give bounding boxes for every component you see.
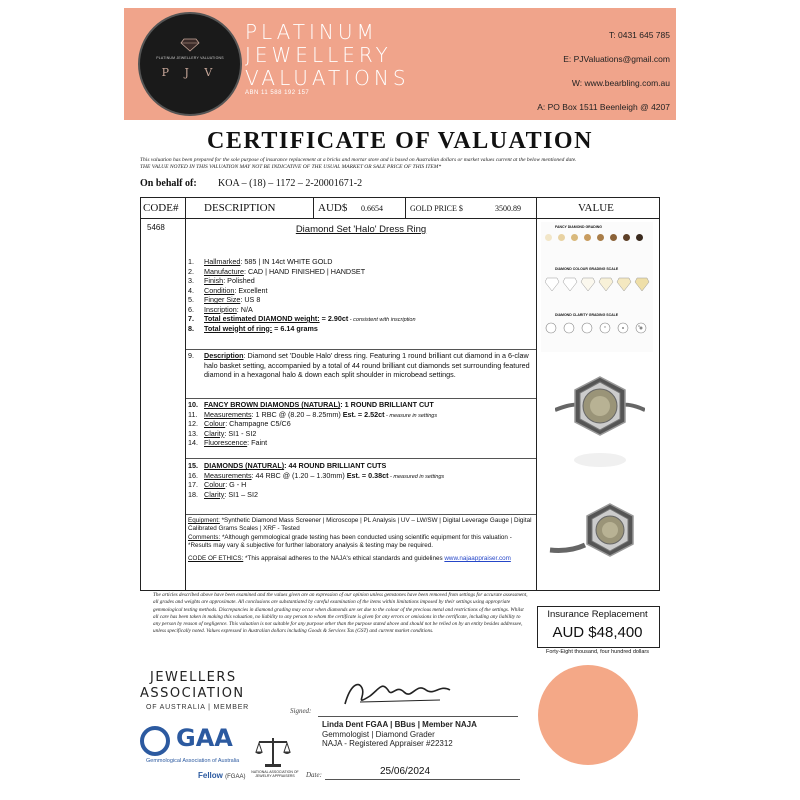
section-divider-2 <box>186 398 536 399</box>
appraiser-registration: NAJA - Registered Appraiser #22312 <box>322 739 453 748</box>
item-line-3: 3. Finish: Polished <box>188 276 255 285</box>
colour-scale-icon <box>545 274 650 294</box>
equipment-note: Equipment: *Synthetic Diamond Mass Screener | Microscope | PL Analysis | UV – LW/SW | Digital Leverage Gauge | Digital Calibrated Grams Scales | XRF - Tested <box>188 517 532 532</box>
ja-line-2: ASSOCIATION <box>140 686 245 701</box>
abn-number: ABN 11 588 192 157 <box>245 90 310 96</box>
colour-dot <box>597 234 604 241</box>
diamonds-colour: 17. Colour: G - H <box>188 480 247 489</box>
footer-disclaimer: The articles described above have been examined and the values given are an expression of our opinion unless gemstones have been removed from settings for accurate assessment, all grades and weights are approximate. All conclusions are substantiated by careful examination of the items within limitations imposed by their settings using appropriate gemmological testing methods. Discrepancies in diamond grading may occur when diamonds are set due to the colour of the precious metal and restrictions of the settings. Whilst all care has been taken in making this valuation, no liability to any person to whom the certificate is given for any errors or omissions in the certificate, including any liability to any person by reason of negligence. This valuation is not suitable for any purpose other than the purpose stated above and should not be relied on by an entity besides addressee, unless specifically noted. Values expressed in Australian dollars including Goods & Services Tax (GST) and current market conditions. <box>153 592 528 635</box>
brand-line-1: PLATINUM <box>245 20 378 44</box>
gaa-logo-text: GAA <box>176 724 233 752</box>
contact-email: E: PJValuations@gmail.com <box>563 54 670 64</box>
comments-note: Comments: *Although gemmological grade testing has been conducted using scientific equipment for this valuation - *Results may vary & subjective for further laboratory analysis & testing may be required. <box>188 534 512 549</box>
logo-initials: P J V <box>161 66 219 79</box>
disclaimer-line-1: This valuation has been prepared for the sole purpose of insurance replacement at a bricks and mortar store and is based on Australian dollars or market values current at the below mentioned date. <box>140 157 577 163</box>
certificate-title: CERTIFICATE OF VALUATION <box>207 128 593 154</box>
brand-line-3: VALUATIONS <box>245 66 410 90</box>
naja-subtitle: NATIONAL ASSOCIATION OF JEWELRY APPRAISERS <box>251 770 299 778</box>
scales-icon <box>255 734 291 768</box>
colour-dot <box>584 234 591 241</box>
fancy-brown-fluorescence: 14. Fluorescence: Faint <box>188 438 268 447</box>
item-description: 9. Description: Diamond set 'Double Halo' dress ring. Featuring 1 round brilliant cut diamond in a 6-claw halo basket setting, accompanied by a total of 44 round brilliant cut diamonds set surrounding featured diamond in a hexagonal halo & down each split shoulder in microbead settings. <box>188 351 530 379</box>
behalf-value: KOA – (18) – 1172 – 2-20001671-2 <box>218 178 363 189</box>
item-line-1: 1. Hallmarked: 585 | IN 14ct WHITE GOLD <box>188 257 333 266</box>
contact-web: W: www.bearbling.com.au <box>571 78 670 88</box>
item-line-4: 4. Condition: Excellent <box>188 285 268 295</box>
gold-price-value: 3500.89 <box>495 204 521 213</box>
contact-phone: T: 0431 645 785 <box>609 30 670 40</box>
gaa-logo-icon <box>140 726 170 756</box>
item-line-5: 5. Finger Size: US 8 <box>188 295 261 304</box>
ring-top-image <box>555 372 645 442</box>
colour-dot-row <box>545 234 650 242</box>
colour-dot <box>636 234 643 241</box>
colour-dot <box>558 234 565 241</box>
company-logo <box>138 12 242 116</box>
clarity-scale-icon <box>545 320 650 338</box>
date-line <box>325 779 520 780</box>
table-col-divider-2 <box>536 197 537 591</box>
appraiser-name: Linda Dent FGAA | BBus | Member NAJA <box>322 720 477 729</box>
diamonds-clarity: 18. Clarity: SI1 – SI2 <box>188 489 258 499</box>
signature-image <box>340 676 460 710</box>
fancy-grading-title: FANCY DIAMOND GRADING <box>555 225 602 229</box>
colour-dot <box>623 234 630 241</box>
certificate-date: 25/06/2024 <box>380 766 431 777</box>
diamond-icon <box>180 38 200 52</box>
diamonds-measurements: 16. Measurements: 44 RBC @ (1.20 – 1.30mm) Est. = 0.38ct - measured in settings <box>188 470 445 480</box>
section-divider-3 <box>186 458 536 459</box>
ja-line-1: JEWELLERS <box>150 670 237 685</box>
fancy-brown-heading: 10. FANCY BROWN DIAMONDS (NATURAL): 1 ROUND BRILLIANT CUT <box>188 400 434 409</box>
company-seal <box>538 665 638 765</box>
col-value-header: VALUE <box>578 202 614 214</box>
item-title: Diamond Set 'Halo' Dress Ring <box>295 224 427 235</box>
behalf-label: On behalf of: <box>140 178 197 189</box>
aud-value: 0.6654 <box>361 204 383 213</box>
fancy-brown-clarity: 13. Clarity: SI1 - SI2 <box>188 428 257 438</box>
colour-dot <box>571 234 578 241</box>
table-head-divider-b <box>405 197 406 218</box>
item-line-2: 2. Manufacture: CAD | HAND FINISHED | HANDSET <box>188 266 366 276</box>
item-line-8: 8. Total weight of ring: = 6.14 grams <box>188 323 318 333</box>
logo-caption: PLATINUM JEWELLERY VALUATIONS <box>156 56 224 60</box>
colour-dot <box>610 234 617 241</box>
gaa-subtitle: Gemmological Association of Australia <box>146 758 240 764</box>
aud-label: AUD$ <box>318 202 348 214</box>
col-code-header: CODE# <box>143 202 179 214</box>
clarity-grading-title: DIAMOND CLARITY GRADING SCALE <box>555 313 619 317</box>
appraiser-role: Gemmologist | Diamond Grader <box>322 729 435 739</box>
table-col-divider-1 <box>185 197 186 591</box>
fellow-label: Fellow (FGAA) <box>198 771 246 780</box>
signed-label: Signed: <box>290 707 312 715</box>
section-divider-1 <box>186 349 536 350</box>
ring-side-image <box>545 500 640 565</box>
insurance-label: Insurance Replacement <box>547 609 648 620</box>
insurance-amount-words: Forty-Eight thousand, four hundred dollars <box>545 649 650 655</box>
colour-grading-title: DIAMOND COLOUR GRADING SCALE <box>555 267 619 271</box>
naja-link[interactable]: www.najaappraiser.com <box>444 555 511 562</box>
col-description-header: DESCRIPTION <box>204 202 276 214</box>
colour-dot <box>545 234 552 241</box>
gold-price-label: GOLD PRICE $ <box>410 204 463 213</box>
brand-line-2: JEWELLERY <box>245 43 392 67</box>
disclaimer-line-2: THE VALUE NOTED IN THIS VALUATION MAY NOT BE INDICATIVE OF THE USUAL MARKET OR SALE PRICE OF THIS ITEM* <box>140 164 442 170</box>
item-line-7: 7. Total estimated DIAMOND weight: = 2.90ct - consistent with inscription <box>188 314 416 323</box>
diamonds-heading: 15. DIAMONDS (NATURAL): 44 ROUND BRILLIANT CUTS <box>188 461 387 470</box>
fancy-brown-measurements: 11. Measurements: 1 RBC @ (8.20 – 8.25mm) Est. = 2.52ct - measure in settings <box>188 409 438 419</box>
ethics-note: CODE OF ETHICS: *This appraisal adheres to the NAJA's ethical standards and guidelines www.najaappraiser.com <box>188 555 511 562</box>
contact-address: A: PO Box 1511 Beenleigh @ 4207 <box>537 102 670 112</box>
item-code: 5468 <box>147 223 165 232</box>
fancy-brown-colour: 12. Colour: Champagne C5/C6 <box>188 419 291 428</box>
table-header-divider <box>140 218 660 219</box>
insurance-amount: AUD $48,400 <box>552 624 643 641</box>
signature-line <box>318 716 518 717</box>
section-divider-4 <box>186 514 536 515</box>
ja-line-3: OF AUSTRALIA | MEMBER <box>146 704 250 711</box>
item-line-6: 6. Inscription: N/A <box>188 304 253 314</box>
date-label: Date: <box>306 771 322 779</box>
table-head-divider-a <box>313 197 314 218</box>
ring-reflection-image <box>565 450 635 470</box>
